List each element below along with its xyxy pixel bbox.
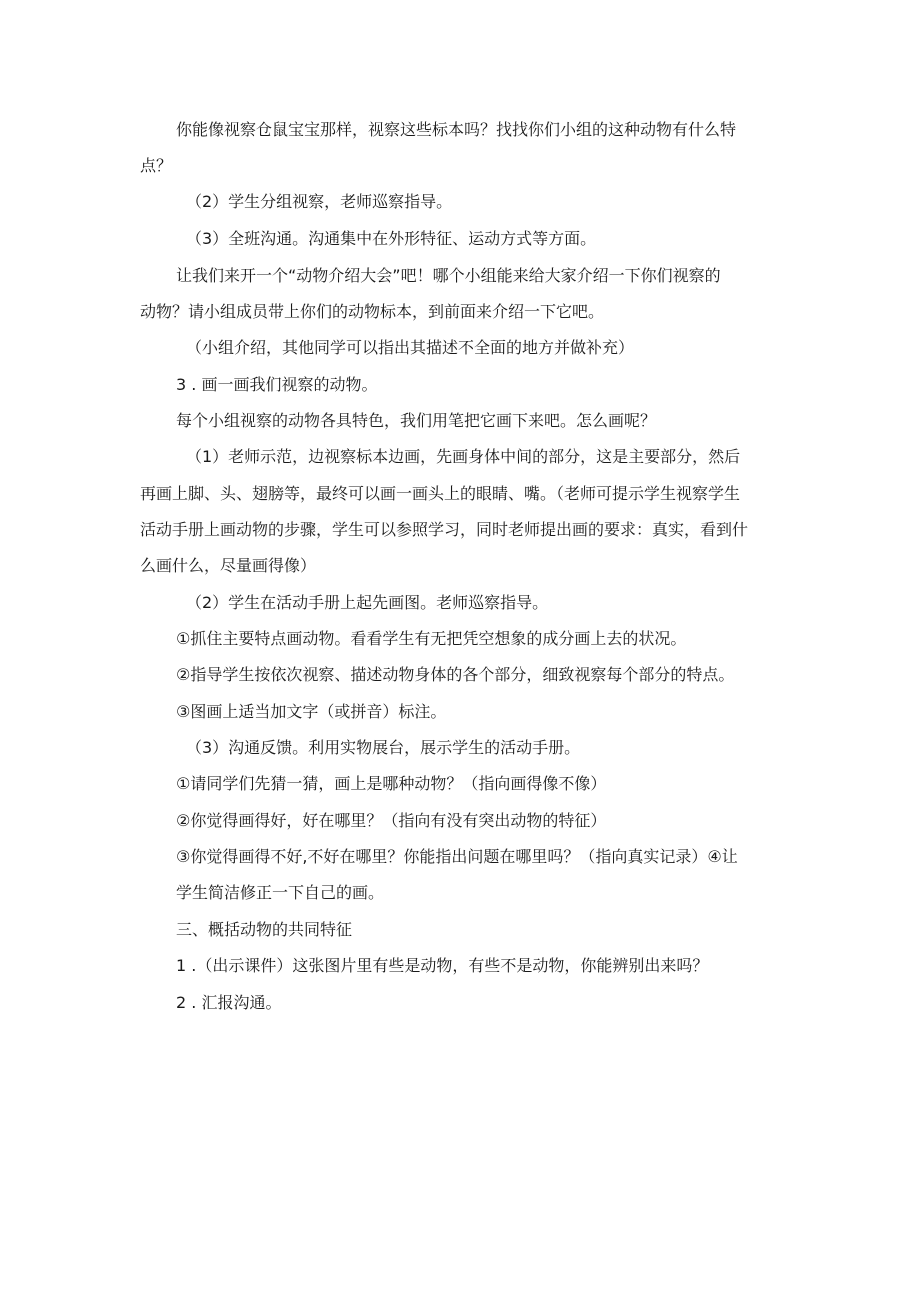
section-heading: 三、概括动物的共同特征 <box>176 920 353 939</box>
paragraph-line: ②指导学生按依次视察、描述动物身体的各个部分，细致视察每个部分的特点。 <box>176 665 735 684</box>
paragraph-line: 么画什么，尽量画得像） <box>140 556 317 575</box>
paragraph-line: （1）老师示范，边视察标本边画，先画身体中间的部分，这是主要部分，然后 <box>186 447 741 466</box>
paragraph-line: （2）学生在活动手册上起先画图。老师巡察指导。 <box>186 593 549 612</box>
paragraph-line: 学生简洁修正一下自己的画。 <box>176 883 385 902</box>
paragraph-line: 点？ <box>140 156 173 175</box>
paragraph-line: 让我们来开一个“动物介绍大会”吧！哪个小组能来给大家介绍一下你们视察的 <box>176 266 721 285</box>
paragraph-line: 2 . 汇报沟通。 <box>176 993 282 1012</box>
paragraph-line: ②你觉得画得好，好在哪里？（指向有没有突出动物的特征） <box>176 811 607 830</box>
paragraph-line: （3）沟通反馈。利用实物展台，展示学生的活动手册。 <box>186 738 581 757</box>
paragraph-line: 1 .（出示课件）这张图片里有些是动物，有些不是动物，你能辨别出来吗？ <box>176 956 709 975</box>
paragraph-line: 你能像视察仓鼠宝宝那样，视察这些标本吗？找找你们小组的这种动物有什么特 <box>176 120 737 139</box>
paragraph-line: （小组介绍，其他同学可以指出其描述不全面的地方并做补充） <box>186 338 635 357</box>
paragraph-line: ③你觉得画得不好,不好在哪里？你能指出问题在哪里吗？（指向真实记录）④让 <box>176 847 738 866</box>
paragraph-line: （2）学生分组视察，老师巡察指导。 <box>186 192 453 211</box>
paragraph-line: ①请同学们先猜一猜，画上是哪种动物？（指向画得像不像） <box>176 774 607 793</box>
paragraph-line: ①抓住主要特点画动物。看看学生有无把凭空想象的成分画上去的状况。 <box>176 629 687 648</box>
section-heading: 3 . 画一画我们视察的动物。 <box>176 375 378 394</box>
paragraph-line: （3）全班沟通。沟通集中在外形特征、运动方式等方面。 <box>186 229 597 248</box>
paragraph-line: 再画上脚、头、翅膀等，最终可以画一画头上的眼睛、嘴。（老师可提示学生视察学生 <box>140 484 741 503</box>
paragraph-line: 活动手册上画动物的步骤，学生可以参照学习，同时老师提出画的要求：真实，看到什 <box>140 520 749 539</box>
paragraph-line: 每个小组视察的动物各具特色，我们用笔把它画下来吧。怎么画呢？ <box>176 411 657 430</box>
paragraph-line: ③图画上适当加文字（或拼音）标注。 <box>176 702 447 721</box>
paragraph-line: 动物？请小组成员带上你们的动物标本，到前面来介绍一下它吧。 <box>140 302 605 321</box>
